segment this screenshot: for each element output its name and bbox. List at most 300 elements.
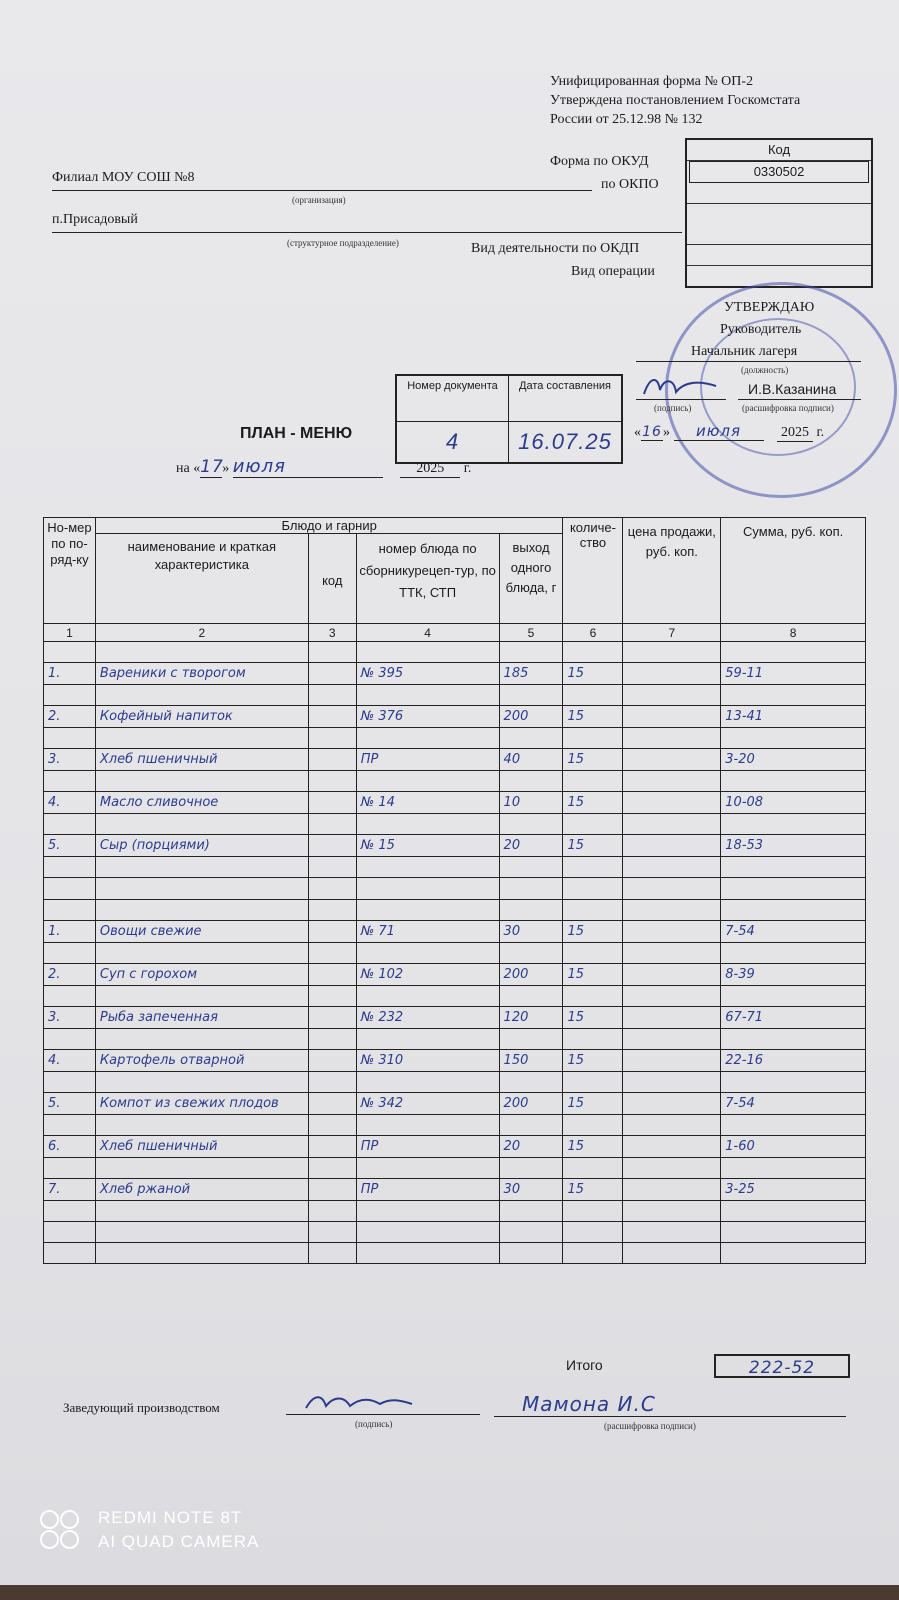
- blank-cell: [499, 1222, 563, 1243]
- cell-code: [308, 921, 356, 943]
- cell-sum: 59-11: [721, 663, 866, 685]
- doc-number-label: Номер документа: [397, 376, 509, 422]
- cell-sum: [721, 878, 866, 900]
- cell-out: [499, 878, 563, 900]
- plan-title: ПЛАН - МЕНЮ: [240, 425, 353, 442]
- blank-cell: [308, 1072, 356, 1093]
- cell-out: 30: [499, 1179, 563, 1201]
- blank-cell: [44, 857, 96, 878]
- blank-cell: [499, 900, 563, 921]
- cell-out: 185: [499, 663, 563, 685]
- col-number: 5: [499, 624, 563, 642]
- plan-on: на: [176, 461, 190, 476]
- plan-month: июля: [233, 456, 383, 478]
- blank-row: [44, 685, 866, 706]
- cell-price: [623, 1007, 721, 1029]
- cell-price: [623, 878, 721, 900]
- blank-cell: [356, 1222, 499, 1243]
- okdp-label: Вид деятельности по ОКДП: [471, 241, 640, 256]
- cell-code: [308, 1136, 356, 1158]
- subdivision: п.Присадовый: [52, 212, 138, 227]
- cell-recipe: ПР: [356, 1136, 499, 1158]
- cell-recipe: № 102: [356, 964, 499, 986]
- blank-cell: [623, 642, 721, 663]
- blank-row: [44, 943, 866, 964]
- blank-cell: [499, 1072, 563, 1093]
- blank-cell: [499, 685, 563, 706]
- cell-n: 4.: [44, 792, 96, 814]
- cell-qty: 15: [563, 1136, 623, 1158]
- approve-title: УТВЕРЖДАЮ: [724, 300, 815, 315]
- cell-out: 120: [499, 1007, 563, 1029]
- blank-row: [44, 814, 866, 835]
- blank-cell: [44, 642, 96, 663]
- blank-cell: [44, 1201, 96, 1222]
- blank-cell: [356, 814, 499, 835]
- blank-cell: [623, 728, 721, 749]
- blank-cell: [721, 685, 866, 706]
- blank-cell: [95, 771, 308, 792]
- blank-cell: [308, 857, 356, 878]
- menu-rows: [44, 642, 866, 1264]
- blank-cell: [356, 728, 499, 749]
- cell-qty: 15: [563, 663, 623, 685]
- okpo-code: [687, 183, 871, 204]
- cell-qty: 15: [563, 706, 623, 728]
- blank-cell: [95, 943, 308, 964]
- col-number: 8: [721, 624, 866, 642]
- blank-cell: [623, 771, 721, 792]
- manager-name: Мамона И.С: [522, 1392, 656, 1416]
- cell-recipe: № 232: [356, 1007, 499, 1029]
- table-row: [44, 1007, 866, 1029]
- blank-cell: [499, 1115, 563, 1136]
- blank-cell: [563, 1158, 623, 1179]
- col-name-header: наименование и краткая характеристика: [95, 534, 308, 624]
- manager-name-caption: (расшифровка подписи): [604, 1421, 696, 1431]
- blank-cell: [623, 685, 721, 706]
- cell-n: [44, 878, 96, 900]
- manager-label: Заведующий производством: [63, 1400, 220, 1415]
- col-number: 1: [44, 624, 96, 642]
- blank-cell: [95, 728, 308, 749]
- cell-qty: 15: [563, 835, 623, 857]
- blank-cell: [308, 900, 356, 921]
- blank-cell: [623, 1115, 721, 1136]
- col-output-header: выход одного блюда, г: [499, 534, 563, 624]
- blank-cell: [563, 728, 623, 749]
- blank-cell: [499, 986, 563, 1007]
- cell-n: 1.: [44, 663, 96, 685]
- cell-recipe: ПР: [356, 1179, 499, 1201]
- blank-cell: [95, 1222, 308, 1243]
- blank-cell: [721, 900, 866, 921]
- organization: Филиал МОУ СОШ №8: [52, 170, 195, 185]
- blank-cell: [721, 1115, 866, 1136]
- blank-cell: [721, 1201, 866, 1222]
- blank-cell: [563, 771, 623, 792]
- cell-recipe: № 14: [356, 792, 499, 814]
- blank-cell: [623, 1243, 721, 1264]
- header-row-1: [44, 518, 866, 534]
- blank-cell: [721, 1072, 866, 1093]
- cell-sum: 3-20: [721, 749, 866, 771]
- blank-cell: [44, 685, 96, 706]
- approve-month: июля: [674, 422, 764, 441]
- cell-sum: 13-41: [721, 706, 866, 728]
- col-number: 2: [95, 624, 308, 642]
- position-caption: (должность): [741, 365, 789, 375]
- doc-number: 4: [397, 422, 509, 462]
- table-row: [44, 792, 866, 814]
- cell-n: 5.: [44, 1093, 96, 1115]
- okpo-label: по ОКПО: [601, 177, 659, 192]
- approved-line-2: России от 25.12.98 № 132: [550, 112, 703, 127]
- blank-cell: [721, 728, 866, 749]
- blank-cell: [623, 986, 721, 1007]
- position-line: [636, 361, 861, 362]
- blank-row: [44, 900, 866, 921]
- table-row: [44, 921, 866, 943]
- name-line: [738, 399, 861, 400]
- cell-out: 10: [499, 792, 563, 814]
- blank-cell: [721, 814, 866, 835]
- blank-cell: [623, 1029, 721, 1050]
- blank-cell: [95, 642, 308, 663]
- blank-cell: [563, 814, 623, 835]
- col-number: 4: [356, 624, 499, 642]
- blank-cell: [356, 943, 499, 964]
- blank-cell: [721, 943, 866, 964]
- blank-cell: [95, 1201, 308, 1222]
- approve-role: Руководитель: [720, 322, 802, 337]
- blank-cell: [356, 1115, 499, 1136]
- cell-recipe: [356, 878, 499, 900]
- cell-price: [623, 1050, 721, 1072]
- table-row: [44, 706, 866, 728]
- form-info: [550, 72, 800, 129]
- col-dish-header: Блюдо и гарнир: [95, 518, 563, 534]
- blank-row: [44, 1072, 866, 1093]
- col-price-header: цена продажи, руб. коп.: [623, 518, 721, 624]
- cell-code: [308, 878, 356, 900]
- cell-recipe: № 342: [356, 1093, 499, 1115]
- blank-cell: [95, 1072, 308, 1093]
- blank-row: [44, 1029, 866, 1050]
- blank-cell: [95, 814, 308, 835]
- organization-caption: (организация): [292, 195, 346, 205]
- blank-cell: [623, 857, 721, 878]
- cell-out: 40: [499, 749, 563, 771]
- blank-cell: [721, 1243, 866, 1264]
- cell-n: 3.: [44, 749, 96, 771]
- blank-cell: [356, 642, 499, 663]
- blank-cell: [356, 1201, 499, 1222]
- table-row: [44, 835, 866, 857]
- cell-recipe: № 310: [356, 1050, 499, 1072]
- blank-cell: [308, 814, 356, 835]
- cell-n: 3.: [44, 1007, 96, 1029]
- manager-signature: [300, 1390, 420, 1414]
- cell-sum: 3-25: [721, 1179, 866, 1201]
- blank-cell: [44, 1222, 96, 1243]
- blank-cell: [499, 728, 563, 749]
- blank-cell: [563, 857, 623, 878]
- cell-out: 200: [499, 706, 563, 728]
- plan-day: 17: [200, 457, 224, 477]
- blank-cell: [95, 1158, 308, 1179]
- cell-qty: [563, 878, 623, 900]
- cell-sum: 18-53: [721, 835, 866, 857]
- blank-cell: [563, 685, 623, 706]
- blank-row: [44, 1201, 866, 1222]
- cell-price: [623, 663, 721, 685]
- document-number-box: [395, 374, 623, 464]
- blank-row: [44, 986, 866, 1007]
- blank-row: [44, 857, 866, 878]
- approver-name: И.В.Казанина: [748, 381, 837, 397]
- cell-name: [95, 878, 308, 900]
- col-qty-header: количе-ство: [563, 518, 623, 624]
- cell-name: Овощи свежие: [95, 921, 308, 943]
- manager-sign-line: [286, 1414, 480, 1415]
- cell-qty: 15: [563, 1050, 623, 1072]
- empty-code: [687, 204, 871, 245]
- blank-cell: [44, 986, 96, 1007]
- cell-code: [308, 1050, 356, 1072]
- blank-row: [44, 1222, 866, 1243]
- cell-name: Сыр (порциями): [95, 835, 308, 857]
- approve-year: 2025: [777, 425, 813, 442]
- cell-price: [623, 792, 721, 814]
- blank-cell: [563, 1072, 623, 1093]
- blank-cell: [308, 771, 356, 792]
- organization-line: [52, 190, 592, 191]
- blank-cell: [44, 1115, 96, 1136]
- cell-out: 20: [499, 1136, 563, 1158]
- cell-out: 200: [499, 1093, 563, 1115]
- blank-cell: [308, 1158, 356, 1179]
- blank-cell: [308, 642, 356, 663]
- cell-price: [623, 1093, 721, 1115]
- blank-cell: [356, 1072, 499, 1093]
- doc-date-label: Дата составления: [509, 376, 621, 422]
- blank-cell: [499, 1201, 563, 1222]
- cell-n: 2.: [44, 706, 96, 728]
- blank-cell: [44, 1158, 96, 1179]
- blank-cell: [308, 1115, 356, 1136]
- approve-day: 16: [642, 424, 662, 440]
- blank-cell: [356, 1243, 499, 1264]
- cell-n: 1.: [44, 921, 96, 943]
- okud-code: 0330502: [689, 161, 869, 183]
- operation-label: Вид операции: [571, 264, 655, 279]
- blank-cell: [563, 1201, 623, 1222]
- table-row: [44, 663, 866, 685]
- cell-recipe: ПР: [356, 749, 499, 771]
- blank-cell: [95, 986, 308, 1007]
- total-label: Итого: [566, 1357, 603, 1373]
- blank-row: [44, 1158, 866, 1179]
- blank-cell: [308, 943, 356, 964]
- cell-price: [623, 1179, 721, 1201]
- blank-row: [44, 728, 866, 749]
- blank-cell: [44, 943, 96, 964]
- blank-cell: [95, 857, 308, 878]
- sign-line: [636, 399, 726, 400]
- blank-cell: [721, 1158, 866, 1179]
- blank-cell: [44, 900, 96, 921]
- blank-cell: [563, 986, 623, 1007]
- blank-cell: [356, 900, 499, 921]
- cell-recipe: № 376: [356, 706, 499, 728]
- cell-price: [623, 835, 721, 857]
- col-sum-header: Сумма, руб. коп.: [721, 518, 866, 624]
- col-code-header: код: [308, 534, 356, 624]
- plan-year-suffix: г.: [463, 461, 472, 476]
- table-row: [44, 1136, 866, 1158]
- cell-out: 30: [499, 921, 563, 943]
- cell-code: [308, 1007, 356, 1029]
- blank-cell: [356, 1158, 499, 1179]
- cell-code: [308, 835, 356, 857]
- doc-date: 16.07.25: [518, 429, 612, 454]
- blank-cell: [44, 1029, 96, 1050]
- blank-cell: [499, 943, 563, 964]
- blank-cell: [308, 1029, 356, 1050]
- cell-code: [308, 1093, 356, 1115]
- cell-sum: 10-08: [721, 792, 866, 814]
- table-row: [44, 1050, 866, 1072]
- blank-cell: [499, 642, 563, 663]
- cell-qty: 15: [563, 749, 623, 771]
- cell-name: Картофель отварной: [95, 1050, 308, 1072]
- blank-cell: [499, 1243, 563, 1264]
- cell-recipe: № 395: [356, 663, 499, 685]
- blank-cell: [563, 1222, 623, 1243]
- blank-cell: [308, 986, 356, 1007]
- column-number-row: [44, 624, 866, 642]
- cell-recipe: № 15: [356, 835, 499, 857]
- cell-price: [623, 706, 721, 728]
- cell-n: 2.: [44, 964, 96, 986]
- cell-name: Хлеб ржаной: [95, 1179, 308, 1201]
- cell-price: [623, 921, 721, 943]
- cell-qty: 15: [563, 1093, 623, 1115]
- cell-n: 4.: [44, 1050, 96, 1072]
- blank-cell: [623, 900, 721, 921]
- blank-cell: [95, 1115, 308, 1136]
- cell-name: Суп с горохом: [95, 964, 308, 986]
- blank-cell: [623, 1158, 721, 1179]
- cell-qty: 15: [563, 1179, 623, 1201]
- approve-year-suffix: г.: [816, 425, 825, 440]
- cell-name: Кофейный напиток: [95, 706, 308, 728]
- manager-sign-caption: (подпись): [355, 1419, 393, 1429]
- blank-cell: [44, 771, 96, 792]
- cell-n: 5.: [44, 835, 96, 857]
- blank-cell: [95, 900, 308, 921]
- blank-cell: [563, 1029, 623, 1050]
- cell-out: 20: [499, 835, 563, 857]
- blank-cell: [356, 685, 499, 706]
- table-row: [44, 964, 866, 986]
- blank-row: [44, 1115, 866, 1136]
- blank-cell: [308, 1243, 356, 1264]
- table-row: [44, 1093, 866, 1115]
- camera-logo-icon: [38, 1508, 82, 1552]
- cell-price: [623, 1136, 721, 1158]
- cell-name: Компот из свежих плодов: [95, 1093, 308, 1115]
- blank-cell: [356, 771, 499, 792]
- blank-cell: [623, 943, 721, 964]
- cell-sum: 1-60: [721, 1136, 866, 1158]
- approver-signature: [640, 372, 720, 400]
- blank-cell: [356, 857, 499, 878]
- blank-cell: [721, 642, 866, 663]
- approve-name-caption: (расшифровка подписи): [742, 403, 834, 413]
- cell-sum: 22-16: [721, 1050, 866, 1072]
- blank-cell: [308, 1222, 356, 1243]
- table-row: [44, 878, 866, 900]
- cell-out: 200: [499, 964, 563, 986]
- cell-code: [308, 792, 356, 814]
- cell-out: 150: [499, 1050, 563, 1072]
- blank-cell: [623, 1201, 721, 1222]
- approved-line-1: Утверждена постановлением Госкомстата: [550, 93, 801, 108]
- cell-name: Хлеб пшеничный: [95, 749, 308, 771]
- cell-qty: 15: [563, 921, 623, 943]
- col-recipe-header: номер блюда по сборникурецеп-тур, по ТТК, СТП: [356, 534, 499, 624]
- plan-day-close: »: [222, 461, 230, 476]
- cell-recipe: № 71: [356, 921, 499, 943]
- okud-label: Форма по ОКУД: [550, 154, 649, 169]
- blank-cell: [44, 728, 96, 749]
- cell-qty: 15: [563, 1007, 623, 1029]
- blank-cell: [44, 1072, 96, 1093]
- date-open-quote: «: [634, 425, 641, 440]
- total-value: 222-52: [714, 1354, 850, 1378]
- subdivision-line: [52, 232, 682, 233]
- cell-code: [308, 749, 356, 771]
- plan-day-open: «: [193, 461, 201, 476]
- blank-cell: [721, 1029, 866, 1050]
- cell-n: 6.: [44, 1136, 96, 1158]
- blank-cell: [563, 642, 623, 663]
- blank-row: [44, 771, 866, 792]
- blank-cell: [356, 986, 499, 1007]
- blank-cell: [499, 857, 563, 878]
- blank-cell: [623, 1072, 721, 1093]
- blank-cell: [356, 1029, 499, 1050]
- cell-n: 7.: [44, 1179, 96, 1201]
- camera-line-1: REDMI NOTE 8T: [98, 1508, 243, 1527]
- cell-price: [623, 964, 721, 986]
- col-num-header: Но-мер по по-ряд-ку: [44, 518, 96, 624]
- blank-cell: [44, 814, 96, 835]
- blank-cell: [499, 814, 563, 835]
- plan-year: 2025: [400, 461, 460, 478]
- okdp-code: [687, 245, 871, 266]
- cell-name: Вареники с творогом: [95, 663, 308, 685]
- col-number: 7: [623, 624, 721, 642]
- blank-cell: [721, 771, 866, 792]
- blank-cell: [563, 1243, 623, 1264]
- blank-cell: [499, 771, 563, 792]
- table-row: [44, 1179, 866, 1201]
- blank-cell: [308, 685, 356, 706]
- blank-row: [44, 1243, 866, 1264]
